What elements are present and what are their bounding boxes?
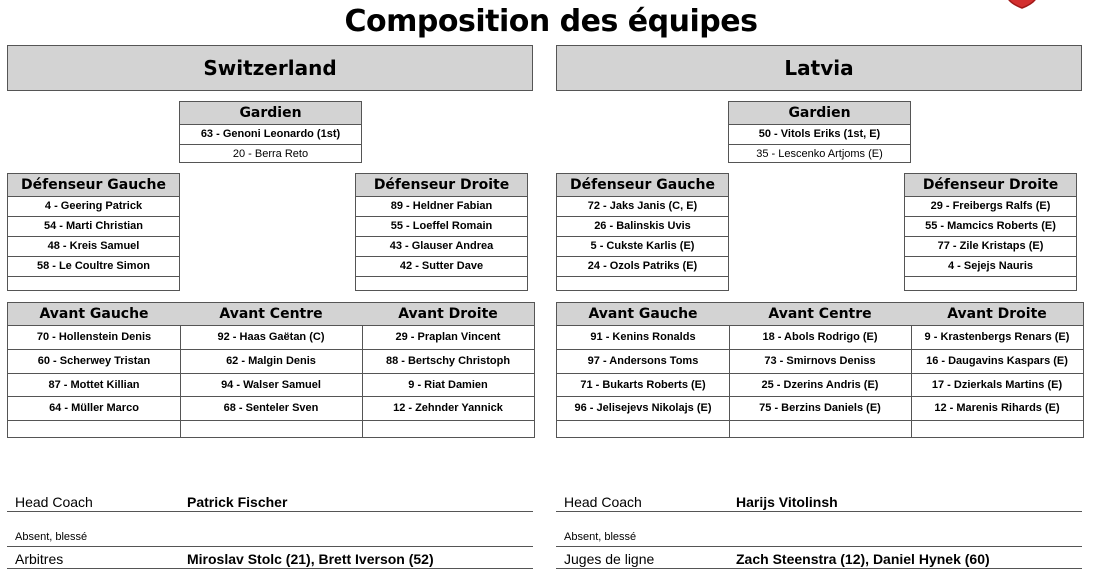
player-row: 12 - Marenis Rihards (E) bbox=[911, 397, 1083, 421]
player-row: 97 - Andersons Toms bbox=[557, 350, 729, 374]
player-row: 88 - Bertschy Christoph bbox=[362, 350, 534, 374]
player-row: 9 - Krastenbergs Renars (E) bbox=[911, 326, 1083, 350]
player-row: 9 - Riat Damien bbox=[362, 374, 534, 398]
player-row bbox=[8, 421, 180, 442]
coach-name: Harijs Vitolinsh bbox=[736, 494, 838, 510]
player-row: 12 - Zehnder Yannick bbox=[362, 397, 534, 421]
right-defense-box-header: Défenseur Droite bbox=[905, 174, 1076, 197]
forward-block bbox=[556, 302, 1084, 438]
team-name-header: Switzerland bbox=[7, 45, 533, 91]
player-row bbox=[8, 277, 179, 296]
player-row: 73 - Smirnovs Deniss bbox=[729, 350, 911, 374]
player-row: 16 - Daugavins Kaspars (E) bbox=[911, 350, 1083, 374]
right-defense-box bbox=[355, 173, 528, 291]
player-row: 48 - Kreis Samuel bbox=[8, 237, 179, 257]
player-row bbox=[557, 277, 728, 296]
goalie-box bbox=[179, 101, 362, 163]
forward-header: Avant Gauche bbox=[557, 303, 729, 326]
player-row bbox=[911, 421, 1083, 442]
player-row: 4 - Geering Patrick bbox=[8, 197, 179, 217]
player-row bbox=[905, 277, 1076, 296]
goalie-row: 63 - Genoni Leonardo (1st) bbox=[180, 125, 361, 145]
player-row: 29 - Freibergs Ralfs (E) bbox=[905, 197, 1076, 217]
officials-label: Juges de ligne bbox=[564, 551, 655, 567]
player-row: 75 - Berzins Daniels (E) bbox=[729, 397, 911, 421]
team-name-header: Latvia bbox=[556, 45, 1082, 91]
officials-label: Arbitres bbox=[15, 551, 64, 567]
left-defense-box bbox=[7, 173, 180, 291]
player-row: 77 - Zile Kristaps (E) bbox=[905, 237, 1076, 257]
forward-header: Avant Droite bbox=[362, 303, 534, 326]
divider bbox=[556, 546, 1082, 547]
forward-header: Avant Droite bbox=[911, 303, 1083, 326]
left-defense-box-header: Défenseur Gauche bbox=[557, 174, 728, 197]
player-row: 60 - Scherwey Tristan bbox=[8, 350, 180, 374]
player-row: 58 - Le Coultre Simon bbox=[8, 257, 179, 277]
player-row bbox=[356, 277, 527, 296]
player-row: 54 - Marti Christian bbox=[8, 217, 179, 237]
player-row bbox=[180, 421, 362, 442]
forward-column bbox=[911, 303, 1083, 437]
logo-shield-icon bbox=[1002, 0, 1042, 10]
goalie-header: Gardien bbox=[180, 102, 361, 125]
player-row: 55 - Loeffel Romain bbox=[356, 217, 527, 237]
player-row: 94 - Walser Samuel bbox=[180, 374, 362, 398]
forward-column bbox=[729, 303, 911, 437]
player-row: 18 - Abols Rodrigo (E) bbox=[729, 326, 911, 350]
right-defense-box bbox=[904, 173, 1077, 291]
forward-column bbox=[362, 303, 534, 437]
player-row: 17 - Dzierkals Martins (E) bbox=[911, 374, 1083, 398]
left-defense-box-header: Défenseur Gauche bbox=[8, 174, 179, 197]
player-row: 62 - Malgin Denis bbox=[180, 350, 362, 374]
player-row: 89 - Heldner Fabian bbox=[356, 197, 527, 217]
player-row bbox=[362, 421, 534, 442]
player-row bbox=[729, 421, 911, 442]
divider bbox=[7, 546, 533, 547]
player-row: 71 - Bukarts Roberts (E) bbox=[557, 374, 729, 398]
coach-name: Patrick Fischer bbox=[187, 494, 288, 510]
page-title: Composition des équipes bbox=[344, 4, 758, 39]
absent-label: Absent, blessé bbox=[564, 531, 637, 543]
player-row: 92 - Haas Gaëtan (C) bbox=[180, 326, 362, 350]
player-row: 55 - Mamcics Roberts (E) bbox=[905, 217, 1076, 237]
coach-label: Head Coach bbox=[564, 494, 642, 510]
player-row: 70 - Hollenstein Denis bbox=[8, 326, 180, 350]
forward-header: Avant Gauche bbox=[8, 303, 180, 326]
player-row: 68 - Senteler Sven bbox=[180, 397, 362, 421]
player-row: 87 - Mottet Killian bbox=[8, 374, 180, 398]
left-defense-box bbox=[556, 173, 729, 291]
player-row: 25 - Dzerins Andris (E) bbox=[729, 374, 911, 398]
divider bbox=[7, 568, 533, 569]
right-defense-box-header: Défenseur Droite bbox=[356, 174, 527, 197]
goalie-row: 20 - Berra Reto bbox=[232, 148, 309, 160]
forward-column bbox=[8, 303, 180, 437]
absent-label: Absent, blessé bbox=[15, 531, 88, 543]
divider bbox=[556, 568, 1082, 569]
divider bbox=[7, 511, 533, 512]
forward-header: Avant Centre bbox=[180, 303, 362, 326]
player-row: 43 - Glauser Andrea bbox=[356, 237, 527, 257]
player-row: 5 - Cukste Karlis (E) bbox=[557, 237, 728, 257]
forward-column bbox=[180, 303, 362, 437]
goalie-row: 50 - Vitols Eriks (1st, E) bbox=[729, 125, 910, 145]
forward-header: Avant Centre bbox=[729, 303, 911, 326]
goalie-header: Gardien bbox=[729, 102, 910, 125]
forward-block bbox=[7, 302, 535, 438]
player-row: 4 - Sejejs Nauris bbox=[905, 257, 1076, 277]
player-row: 29 - Praplan Vincent bbox=[362, 326, 534, 350]
officials-names: Zach Steenstra (12), Daniel Hynek (60) bbox=[736, 551, 990, 567]
officials-names: Miroslav Stolc (21), Brett Iverson (52) bbox=[187, 551, 434, 567]
player-row: 72 - Jaks Janis (C, E) bbox=[557, 197, 728, 217]
player-row: 26 - Balinskis Uvis bbox=[557, 217, 728, 237]
player-row: 24 - Ozols Patriks (E) bbox=[557, 257, 728, 277]
player-row: 91 - Kenins Ronalds bbox=[557, 326, 729, 350]
goalie-row: 35 - Lescenko Artjoms (E) bbox=[756, 148, 883, 160]
player-row: 64 - Müller Marco bbox=[8, 397, 180, 421]
coach-label: Head Coach bbox=[15, 494, 93, 510]
player-row: 42 - Sutter Dave bbox=[356, 257, 527, 277]
divider bbox=[556, 511, 1082, 512]
goalie-box bbox=[728, 101, 911, 163]
player-row bbox=[557, 421, 729, 442]
player-row: 96 - Jelisejevs Nikolajs (E) bbox=[557, 397, 729, 421]
forward-column bbox=[557, 303, 729, 437]
